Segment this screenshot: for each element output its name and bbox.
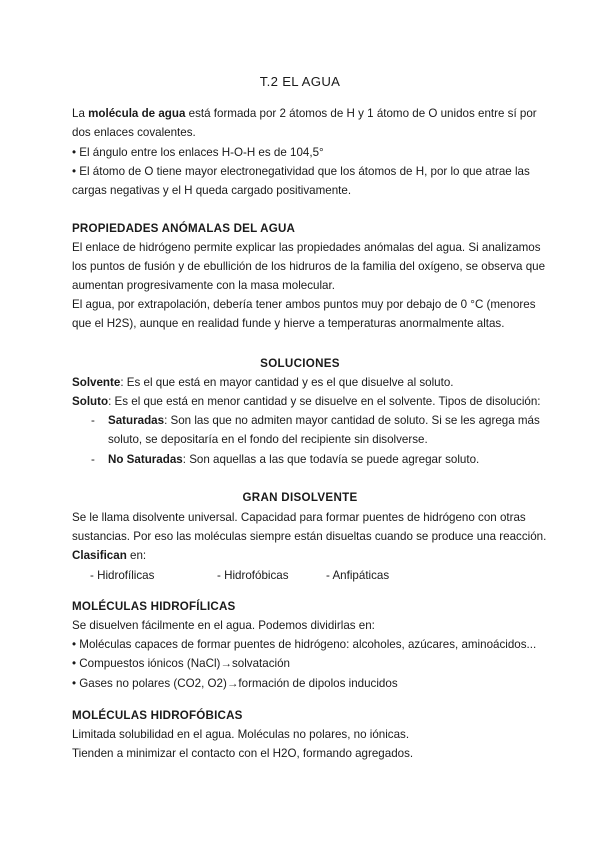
hidrofilicas-bullet-2: • Compuestos iónicos (NaCl)→solvatación <box>72 657 290 670</box>
intro-prefix: La <box>72 107 89 120</box>
no-saturadas-item <box>108 453 479 467</box>
saturadas-item <box>108 414 540 428</box>
section-heading-anomalas: PROPIEDADES ANÓMALAS DEL AGUA <box>72 222 296 235</box>
saturadas-label: Saturadas <box>108 414 165 427</box>
clasifican-line <box>72 549 146 563</box>
anomalas-line-2: los puntos de fusión y de ebullición de los hidruros de la familia del oxígeno, se observa que <box>72 260 546 273</box>
disolvente-line-1: Se le llama disolvente universal. Capacidad para formar puentes de hidrógeno con otras <box>72 511 526 524</box>
list-dash-saturadas: - <box>91 414 95 427</box>
anomalas-line-3: aumentan progresivamente con la masa molecular. <box>72 279 335 292</box>
anomalas-line-1: El enlace de hidrógeno permite explicar las propiedades anómalas del agua. Si analizamos <box>72 241 541 254</box>
saturadas-text: : Son las que no admiten mayor cantidad de soluto. Si se les agrega más <box>164 414 540 427</box>
class-hidrofobicas: - Hidrofóbicas <box>217 569 289 582</box>
soluto-text: : Es el que está en menor cantidad y se disuelve en el solvente. Tipos de disolución: <box>108 395 541 408</box>
solvente-text: : Es el que está en mayor cantidad y es el que disuelve al soluto. <box>120 376 454 389</box>
section-heading-hidrofobicas: MOLÉCULAS HIDROFÓBICAS <box>72 709 243 722</box>
hidrofilicas-line-1: Se disuelven fácilmente en el agua. Podemos dividirlas en: <box>72 619 375 632</box>
soluto-definition <box>72 395 541 409</box>
clasifican-label: Clasifican <box>72 549 127 562</box>
intro-line-5: cargas negativas y el H queda cargado positivamente. <box>72 184 352 197</box>
no-saturadas-text: : Son aquellas a las que todavía se puede agregar soluto. <box>182 453 480 466</box>
disolvente-line-2: sustancias. Por eso las moléculas siempre están disueltas cuando se produce una reacción. <box>72 530 547 543</box>
solvente-definition <box>72 376 454 390</box>
clasifican-text: en: <box>126 549 147 562</box>
hidrofilicas-bullet-1: • Moléculas capaces de formar puentes de hidrógeno: alcoholes, azúcares, aminoácidos... <box>72 638 537 651</box>
no-saturadas-label: No Saturadas <box>108 453 183 466</box>
hidrofobicas-line-1: Limitada solubilidad en el agua. Moléculas no polares, no iónicas. <box>72 728 410 741</box>
solvente-label: Solvente <box>72 376 121 389</box>
page-title: T.2 EL AGUA <box>259 74 341 89</box>
intro-suffix: está formada por 2 átomos de H y 1 átomo de O unidos entre sí por <box>185 107 537 120</box>
intro-line-2: dos enlaces covalentes. <box>72 126 196 139</box>
intro-bullet-angle: • El ángulo entre los enlaces H-O-H es de 104,5° <box>72 146 324 159</box>
section-heading-hidrofilicas: MOLÉCULAS HIDROFÍLICAS <box>72 600 236 613</box>
section-heading-disolvente: GRAN DISOLVENTE <box>242 491 358 504</box>
anomalas-line-4: El agua, por extrapolación, debería tener ambos puntos muy por debajo de 0 °C (menores <box>72 298 536 311</box>
intro-line-1 <box>72 107 537 121</box>
hidrofobicas-line-2: Tienden a minimizar el contacto con el H2O, formando agregados. <box>72 747 414 760</box>
soluto-label: Soluto <box>72 395 109 408</box>
list-dash-no-saturadas: - <box>91 453 95 466</box>
intro-bullet-electronegativity: • El átomo de O tiene mayor electronegatividad que los átomos de H, por lo que atrae las <box>72 165 530 178</box>
class-hidrofilicas: - Hidrofílicas <box>90 569 155 582</box>
intro-bold-term: molécula de agua <box>88 107 186 120</box>
section-heading-soluciones: SOLUCIONES <box>260 357 340 370</box>
class-anfipaticas: - Anfipáticas <box>326 569 390 582</box>
saturadas-line-2: soluto, se depositaría en el fondo del recipiente sin disolverse. <box>108 433 428 446</box>
anomalas-line-5: que el H2S), aunque en realidad funde y hierve a temperaturas anormalmente altas. <box>72 317 505 330</box>
hidrofilicas-bullet-3: • Gases no polares (CO2, O2)→formación de dipolos inducidos <box>72 677 398 690</box>
